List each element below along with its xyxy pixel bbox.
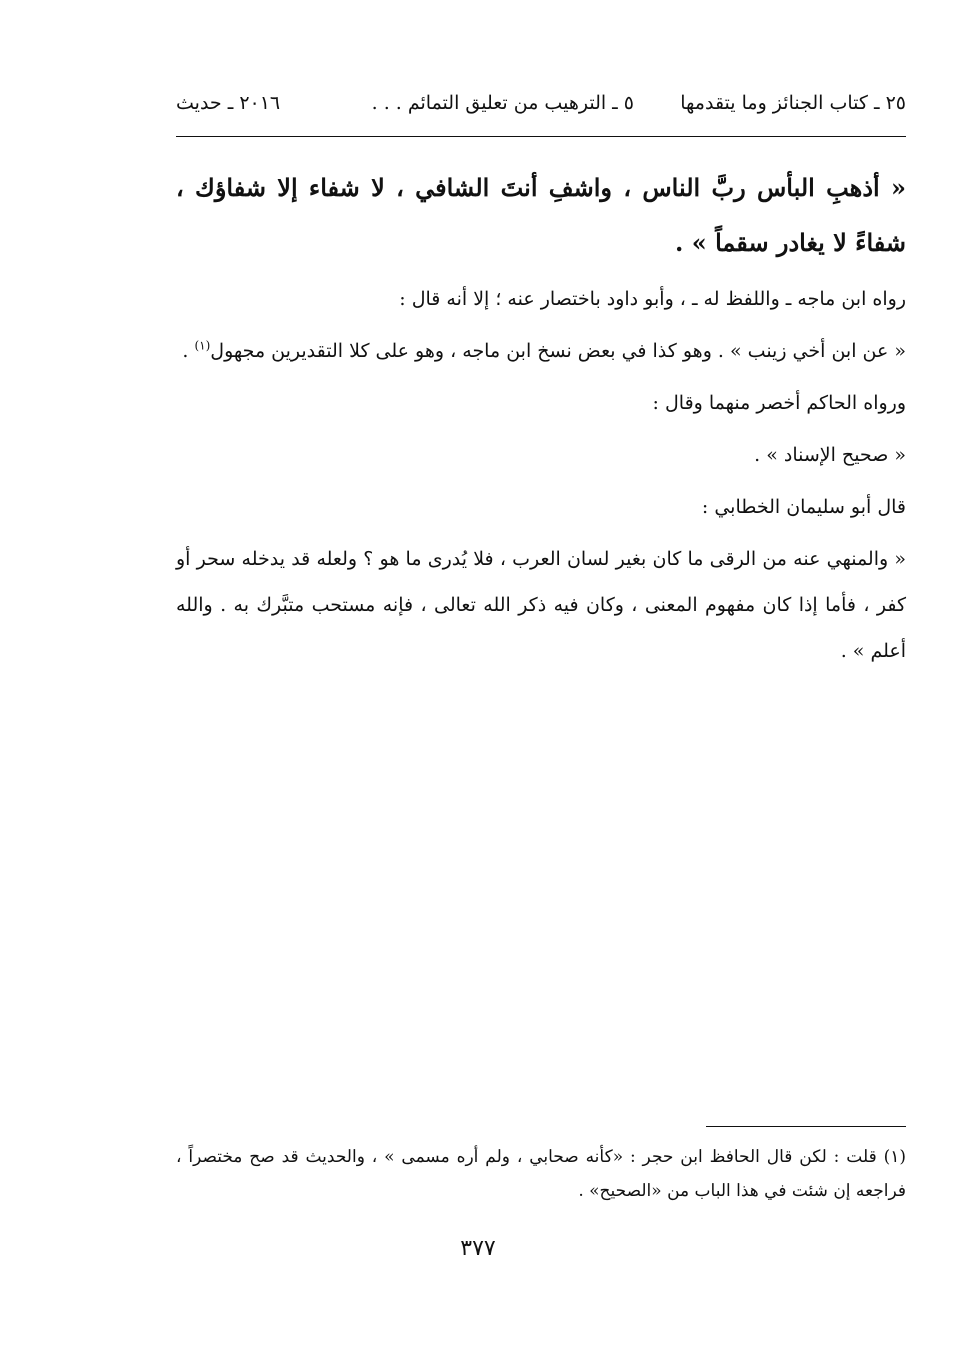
variant-end: .	[182, 340, 195, 362]
variant-paragraph	[176, 328, 906, 374]
khattabi-quote: « والمنهي عنه من الرقى ما كان بغير لسان العرب ، فلا يُدرى ما هو ؟ ولعله قد يدخله سحر أو كفر ، فأما إذا كان مفهوم المعنى ، وكان فيه ذكر الله تعالى ، فإنه مستحب متبَّرك به . والله أعلم » .	[176, 548, 906, 662]
hadith-quote: « أذهبِ البأس ربَّ الناس ، واشفِ أنتَ الشافي ، لا شفاء إلا شفاؤك ، شفاءً لا يغادر سقماً » .	[176, 173, 906, 257]
hakim-paragraph: ورواه الحاكم أخصر منهما وقال :	[652, 392, 906, 414]
header-hadith-number: ٢٠١٦ ـ حديث	[176, 92, 281, 114]
header-chapter-title: ٢٥ ـ كتاب الجنائز وما يتقدمها	[680, 92, 906, 114]
header-section-title: ٥ ـ الترهيب من تعليق التمائم . . .	[371, 92, 634, 114]
khattabi-intro: قال أبو سليمان الخطابي :	[701, 496, 906, 518]
header-divider	[176, 136, 906, 137]
footnote-reference[interactable]: (١)	[194, 338, 211, 353]
footnote: (١) قلت : لكن قال الحافظ ابن حجر : «كأنه صحابي ، ولم أره مسمى » ، والحديث قد صح مختصراً ، فراجعه إن شئت في هذا الباب من «الصحيح» .	[176, 1147, 906, 1201]
hakim-quote: « صحيح الإسناد » .	[754, 444, 906, 466]
main-text	[176, 160, 906, 674]
variant-text: « عن ابن أخي زينب » . وهو كذا في بعض نسخ ابن ماجه ، وهو على كلا التقديرين مجهول	[210, 340, 906, 362]
narration-paragraph: رواه ابن ماجه ـ واللفظ له ـ ، وأبو داود باختصار عنه ؛ إلا أنه قال :	[399, 288, 906, 310]
footnote-divider	[706, 1126, 906, 1127]
page-number: ٣٧٧	[460, 1236, 496, 1261]
running-header	[176, 92, 906, 122]
